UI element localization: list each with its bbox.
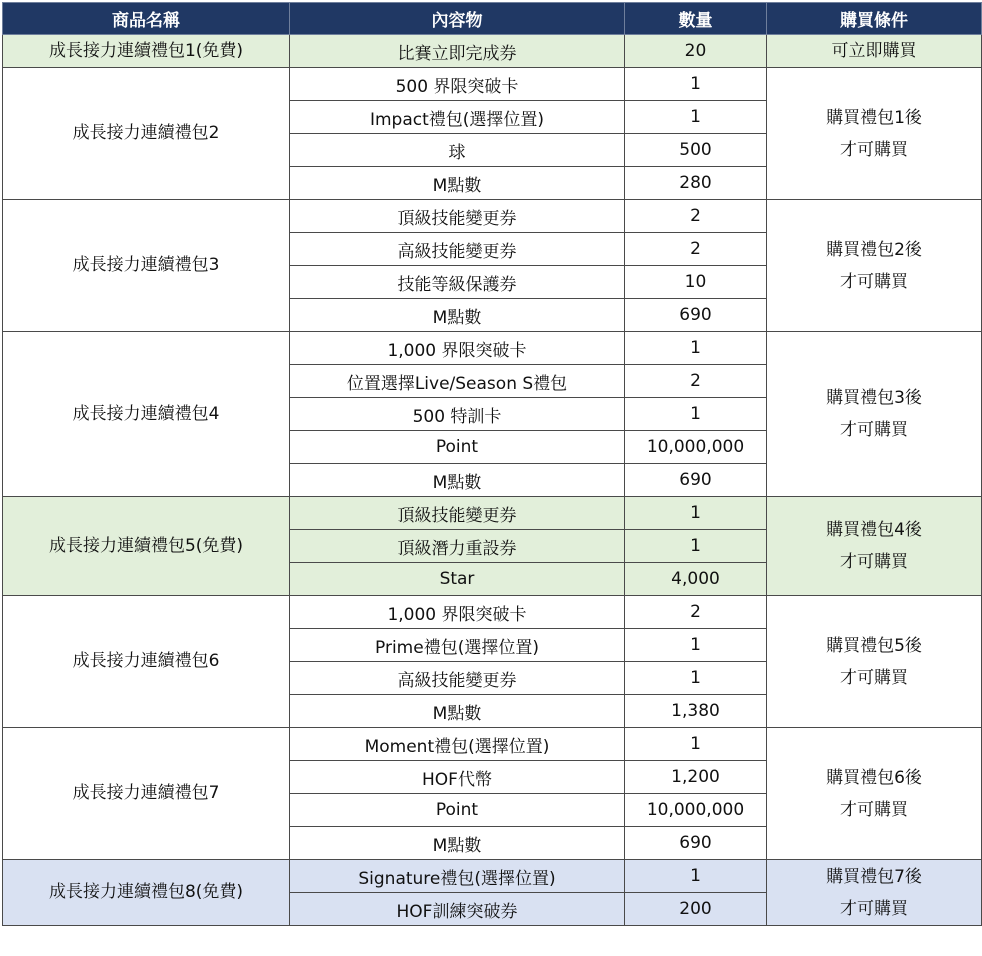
purchase-condition [767,332,982,497]
table-row [3,728,982,761]
table-row [3,35,982,68]
package-name: 成長接力連續禮包4 [3,332,290,497]
table-row [3,860,982,893]
purchase-condition-line: 購買禮包2後 [826,239,922,260]
item-quantity: 1 [625,68,767,101]
purchase-condition-line: 才可購買 [840,271,908,292]
package-table [2,2,982,926]
item-content: M點數 [290,299,625,332]
purchase-condition [767,35,982,68]
item-content: 比賽立即完成券 [290,35,625,68]
item-content: M點數 [290,167,625,200]
item-content: 頂級技能變更券 [290,497,625,530]
item-content: M點數 [290,827,625,860]
table-body [3,35,982,926]
item-content: Signature禮包(選擇位置) [290,860,625,893]
header-contents: 內容物 [290,3,625,35]
item-quantity: 1 [625,629,767,662]
purchase-condition [767,68,982,200]
item-content: M點數 [290,464,625,497]
item-quantity: 2 [625,233,767,266]
item-content: HOF代幣 [290,761,625,794]
item-quantity: 1 [625,332,767,365]
table-row [3,200,982,233]
item-content: 頂級潛力重設券 [290,530,625,563]
purchase-condition-line: 購買禮包7後 [826,866,922,887]
item-quantity: 10,000,000 [625,794,767,827]
item-content: 高級技能變更券 [290,662,625,695]
purchase-condition-line: 可立即購買 [831,41,917,61]
header-row [3,3,982,35]
item-content: 1,000 界限突破卡 [290,596,625,629]
table-row [3,596,982,629]
item-quantity: 1 [625,728,767,761]
item-content: Star [290,563,625,596]
item-quantity: 690 [625,827,767,860]
item-content: 頂級技能變更券 [290,200,625,233]
header-product-name: 商品名稱 [3,3,290,35]
item-quantity: 200 [625,893,767,926]
purchase-condition-line: 購買禮包6後 [826,767,922,788]
purchase-condition-line: 購買禮包1後 [826,107,922,128]
item-content: 高級技能變更券 [290,233,625,266]
package-name: 成長接力連續禮包3 [3,200,290,332]
purchase-condition [767,200,982,332]
item-quantity: 1 [625,530,767,563]
item-quantity: 1,200 [625,761,767,794]
item-content: 球 [290,134,625,167]
item-quantity: 2 [625,200,767,233]
purchase-condition-line: 購買禮包4後 [826,520,922,540]
item-content: M點數 [290,695,625,728]
item-content: 500 特訓卡 [290,398,625,431]
purchase-condition [767,497,982,596]
package-name: 成長接力連續禮包1(免費) [3,35,290,68]
table-row [3,332,982,365]
item-content: 500 界限突破卡 [290,68,625,101]
item-content: HOF訓練突破券 [290,893,625,926]
item-quantity: 10 [625,266,767,299]
purchase-condition-line: 才可購買 [840,420,908,440]
item-quantity: 1,380 [625,695,767,728]
table-row [3,497,982,530]
item-quantity: 4,000 [625,563,767,596]
header-quantity: 數量 [625,3,767,35]
item-content: Impact禮包(選擇位置) [290,101,625,134]
package-name: 成長接力連續禮包7 [3,728,290,860]
purchase-condition-line: 才可購買 [840,799,908,820]
item-quantity: 1 [625,860,767,893]
item-quantity: 500 [625,134,767,167]
item-quantity: 690 [625,299,767,332]
package-name: 成長接力連續禮包6 [3,596,290,728]
header-purchase-condition: 購買條件 [767,3,982,35]
purchase-condition-line: 購買禮包5後 [826,635,922,656]
item-quantity: 10,000,000 [625,431,767,464]
item-quantity: 1 [625,398,767,431]
item-quantity: 1 [625,101,767,134]
item-content: Point [290,794,625,827]
item-quantity: 20 [625,35,767,68]
package-name: 成長接力連續禮包8(免費) [3,860,290,926]
purchase-condition [767,860,982,926]
table-row [3,68,982,101]
item-quantity: 280 [625,167,767,200]
purchase-condition [767,596,982,728]
item-quantity: 690 [625,464,767,497]
purchase-condition-line: 才可購買 [840,139,908,160]
item-content: 位置選擇Live/Season S禮包 [290,365,625,398]
item-quantity: 1 [625,662,767,695]
item-quantity: 2 [625,596,767,629]
purchase-condition [767,728,982,860]
purchase-condition-line: 才可購買 [840,898,908,919]
package-name: 成長接力連續禮包2 [3,68,290,200]
purchase-condition-line: 才可購買 [840,667,908,688]
item-content: Point [290,431,625,464]
purchase-condition-line: 才可購買 [840,552,908,572]
item-content: Prime禮包(選擇位置) [290,629,625,662]
item-quantity: 2 [625,365,767,398]
purchase-condition-line: 購買禮包3後 [826,388,922,408]
item-quantity: 1 [625,497,767,530]
item-content: Moment禮包(選擇位置) [290,728,625,761]
package-name: 成長接力連續禮包5(免費) [3,497,290,596]
item-content: 1,000 界限突破卡 [290,332,625,365]
item-content: 技能等級保護券 [290,266,625,299]
